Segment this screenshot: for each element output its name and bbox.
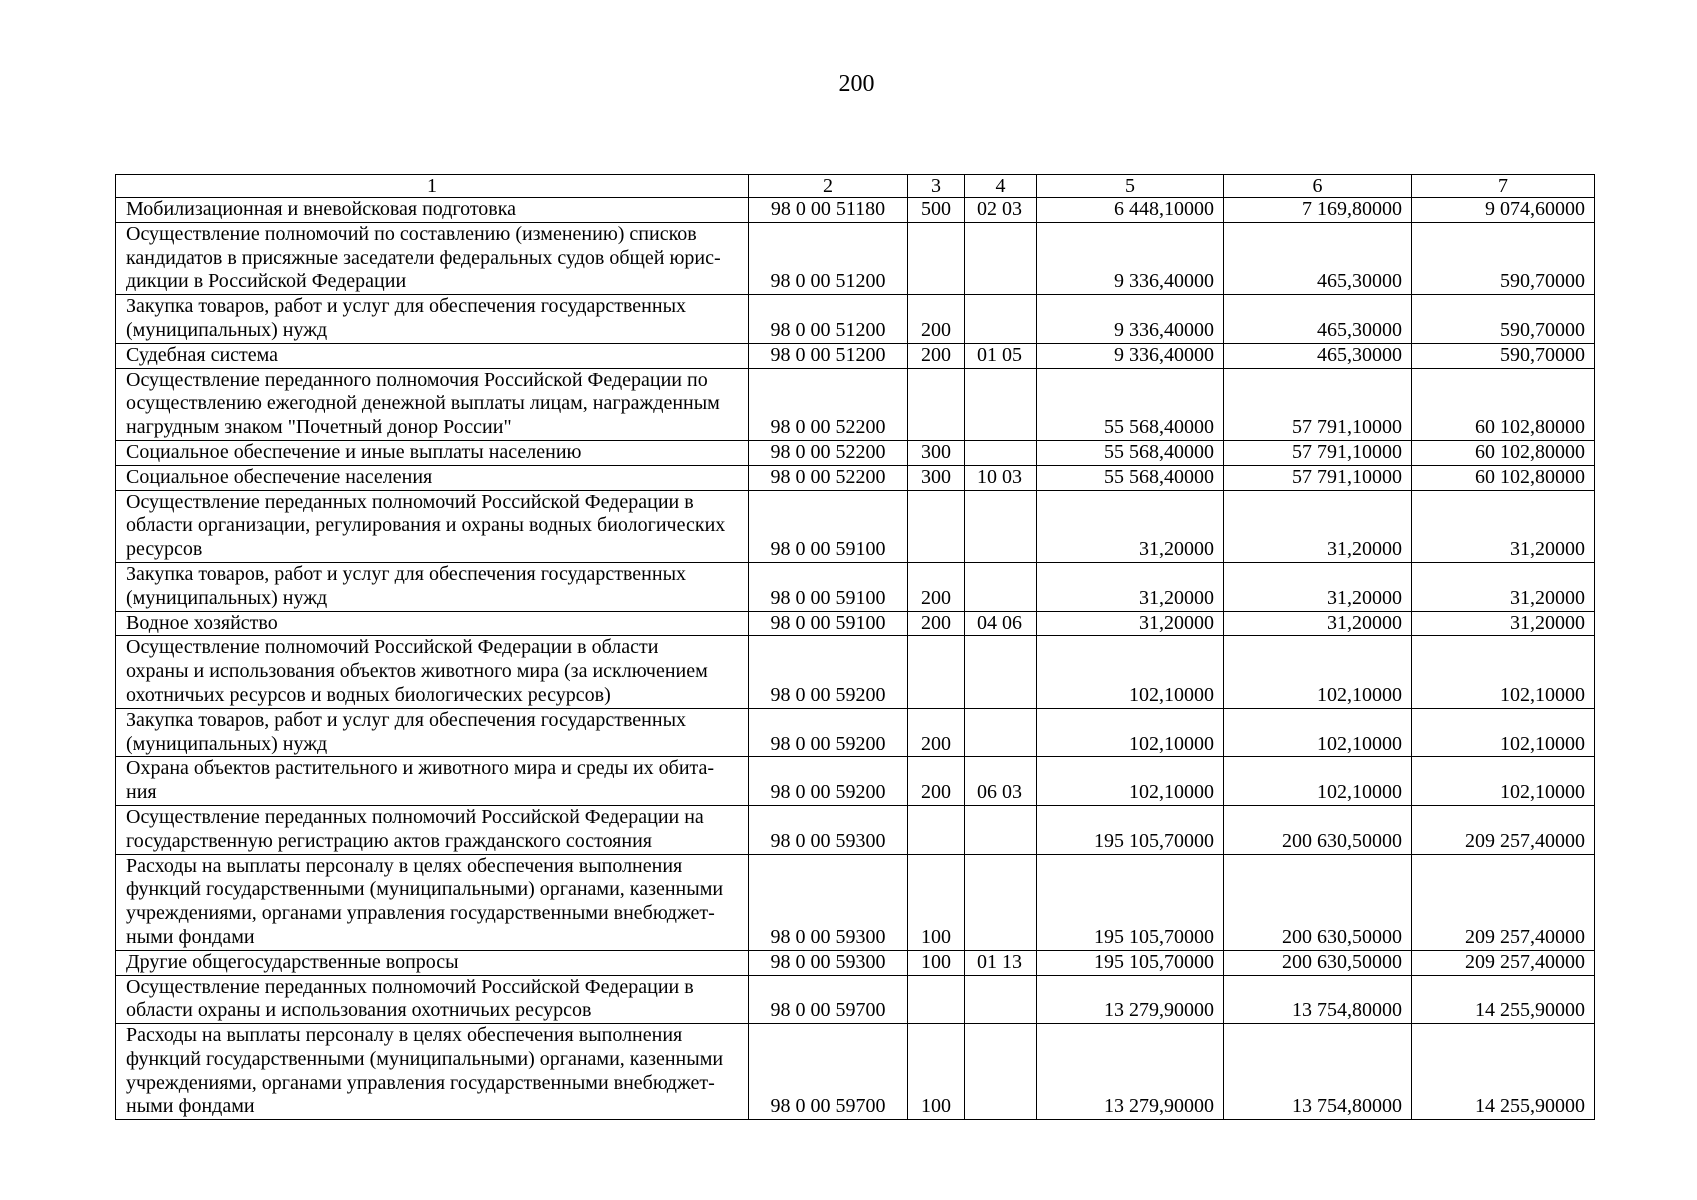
amount-col7-cell: 590,70000: [1412, 343, 1595, 368]
amount-col6-cell: 200 630,50000: [1224, 950, 1412, 975]
table-row: [116, 465, 1595, 490]
amount-col6-cell: 200 630,50000: [1224, 854, 1412, 950]
name-line: (муниципальных) нужд: [126, 732, 328, 755]
code-cell: 98 0 00 52200: [749, 465, 908, 490]
column-header-3: 3: [908, 175, 965, 198]
amount-col5-cell: 55 568,40000: [1037, 440, 1224, 465]
name-cell: [116, 562, 749, 611]
code-cell: 98 0 00 59200: [749, 636, 908, 708]
name-line: осуществлению ежегодной денежной выплаты лицам, награжденным: [126, 392, 720, 415]
amount-col6-cell: 465,30000: [1224, 343, 1412, 368]
expense-type-cell: 300: [908, 440, 965, 465]
table-row: [116, 440, 1595, 465]
amount-col5-cell: 195 105,70000: [1037, 805, 1224, 854]
table-body: [116, 175, 1595, 1120]
amount-col5-cell: 6 448,10000: [1037, 198, 1224, 223]
expense-type-cell: [908, 975, 965, 1024]
section-cell: 02 03: [965, 198, 1037, 223]
expense-type-cell: 100: [908, 1024, 965, 1120]
expense-type-cell: 500: [908, 198, 965, 223]
name-cell: [116, 343, 749, 368]
table-row: [116, 343, 1595, 368]
name-line: нагрудным знаком "Почетный донор России": [126, 416, 512, 439]
name-line: Охрана объектов растительного и животного мира и среды их обита-: [126, 757, 715, 780]
name-line: государственную регистрацию актов гражданского состояния: [126, 829, 652, 852]
name-cell: [116, 465, 749, 490]
amount-col7-cell: 60 102,80000: [1412, 440, 1595, 465]
amount-col7-cell: 14 255,90000: [1412, 1024, 1595, 1120]
code-cell: 98 0 00 59200: [749, 757, 908, 806]
code-cell: 98 0 00 52200: [749, 368, 908, 440]
name-line: Осуществление переданных полномочий Российской Федерации на: [126, 805, 704, 828]
name-line: (муниципальных) нужд: [126, 318, 328, 341]
name-cell: [116, 1024, 749, 1120]
amount-col7-cell: 60 102,80000: [1412, 368, 1595, 440]
table-row: [116, 611, 1595, 636]
table-row: [116, 1024, 1595, 1120]
code-cell: 98 0 00 51200: [749, 222, 908, 294]
table-row: [116, 295, 1595, 344]
section-cell: [965, 708, 1037, 757]
name-line: Расходы на выплаты персоналу в целях обеспечения выполнения: [126, 854, 683, 877]
amount-col7-cell: 590,70000: [1412, 295, 1595, 344]
table-row: [116, 975, 1595, 1024]
amount-col6-cell: 102,10000: [1224, 708, 1412, 757]
amount-col6-cell: 57 791,10000: [1224, 368, 1412, 440]
code-cell: 98 0 00 59100: [749, 611, 908, 636]
expense-type-cell: 200: [908, 757, 965, 806]
name-cell: [116, 440, 749, 465]
amount-col7-cell: 31,20000: [1412, 562, 1595, 611]
expense-type-cell: [908, 805, 965, 854]
header-row: [116, 175, 1595, 198]
name-line: функций государственными (муниципальными) органами, казенными: [126, 878, 724, 901]
expense-type-cell: 100: [908, 950, 965, 975]
code-cell: 98 0 00 59100: [749, 562, 908, 611]
name-cell: [116, 368, 749, 440]
name-line: Осуществление переданных полномочий Российской Федерации в: [126, 490, 694, 513]
amount-col7-cell: 209 257,40000: [1412, 854, 1595, 950]
amount-col7-cell: 590,70000: [1412, 222, 1595, 294]
name-line: Осуществление полномочий по составлению (изменению) списков: [126, 222, 697, 245]
section-cell: [965, 222, 1037, 294]
code-cell: 98 0 00 59300: [749, 950, 908, 975]
table-row: [116, 490, 1595, 562]
name-cell: [116, 805, 749, 854]
amount-col6-cell: 57 791,10000: [1224, 440, 1412, 465]
amount-col6-cell: 31,20000: [1224, 562, 1412, 611]
expense-type-cell: 200: [908, 708, 965, 757]
table-row: [116, 562, 1595, 611]
code-cell: 98 0 00 59100: [749, 490, 908, 562]
name-line: охотничьих ресурсов и водных биологических ресурсов): [126, 683, 611, 706]
table-row: [116, 708, 1595, 757]
amount-col6-cell: 465,30000: [1224, 295, 1412, 344]
code-cell: 98 0 00 59700: [749, 975, 908, 1024]
section-cell: 04 06: [965, 611, 1037, 636]
expense-type-cell: [908, 636, 965, 708]
section-cell: [965, 295, 1037, 344]
section-cell: 01 05: [965, 343, 1037, 368]
name-line: (муниципальных) нужд: [126, 586, 328, 609]
amount-col5-cell: 9 336,40000: [1037, 343, 1224, 368]
code-cell: 98 0 00 59700: [749, 1024, 908, 1120]
section-cell: [965, 854, 1037, 950]
code-cell: 98 0 00 52200: [749, 440, 908, 465]
name-line: охраны и использования объектов животного мира (за исключением: [126, 660, 708, 683]
name-line: ными фондами: [126, 1095, 255, 1118]
column-header-1: 1: [116, 175, 749, 198]
name-line: области охраны и использования охотничьих ресурсов: [126, 999, 592, 1022]
section-cell: [965, 490, 1037, 562]
name-cell: [116, 490, 749, 562]
amount-col6-cell: 102,10000: [1224, 757, 1412, 806]
amount-col7-cell: 102,10000: [1412, 636, 1595, 708]
amount-col5-cell: 31,20000: [1037, 490, 1224, 562]
code-cell: 98 0 00 59300: [749, 854, 908, 950]
amount-col6-cell: 31,20000: [1224, 611, 1412, 636]
expense-type-cell: 200: [908, 611, 965, 636]
section-cell: 10 03: [965, 465, 1037, 490]
table-row: [116, 854, 1595, 950]
table-row: [116, 368, 1595, 440]
name-line: области организации, регулирования и охраны водных биологических: [126, 514, 726, 537]
amount-col7-cell: 31,20000: [1412, 490, 1595, 562]
code-cell: 98 0 00 59300: [749, 805, 908, 854]
name-line: Социальное обеспечение и иные выплаты населению: [126, 440, 582, 463]
name-line: Закупка товаров, работ и услуг для обеспечения государственных: [126, 562, 687, 585]
amount-col7-cell: 209 257,40000: [1412, 950, 1595, 975]
expense-type-cell: [908, 222, 965, 294]
section-cell: [965, 1024, 1037, 1120]
amount-col6-cell: 13 754,80000: [1224, 1024, 1412, 1120]
name-line: Осуществление полномочий Российской Федерации в области: [126, 636, 659, 659]
name-line: учреждениями, органами управления государственными внебюджет-: [126, 902, 715, 925]
amount-col7-cell: 31,20000: [1412, 611, 1595, 636]
amount-col7-cell: 60 102,80000: [1412, 465, 1595, 490]
amount-col5-cell: 102,10000: [1037, 757, 1224, 806]
amount-col5-cell: 195 105,70000: [1037, 950, 1224, 975]
amount-col5-cell: 55 568,40000: [1037, 368, 1224, 440]
amount-col5-cell: 13 279,90000: [1037, 1024, 1224, 1120]
table-row: [116, 757, 1595, 806]
table-row: [116, 222, 1595, 294]
name-line: Закупка товаров, работ и услуг для обеспечения государственных: [126, 708, 687, 731]
amount-col7-cell: 102,10000: [1412, 708, 1595, 757]
code-cell: 98 0 00 51200: [749, 295, 908, 344]
name-cell: [116, 222, 749, 294]
table-row: [116, 198, 1595, 223]
expense-type-cell: 200: [908, 295, 965, 344]
amount-col6-cell: 13 754,80000: [1224, 975, 1412, 1024]
section-cell: 06 03: [965, 757, 1037, 806]
name-line: Другие общегосударственные вопросы: [126, 950, 459, 973]
section-cell: [965, 368, 1037, 440]
name-cell: [116, 950, 749, 975]
amount-col5-cell: 9 336,40000: [1037, 222, 1224, 294]
amount-col5-cell: 55 568,40000: [1037, 465, 1224, 490]
name-line: учреждениями, органами управления государственными внебюджет-: [126, 1071, 715, 1094]
name-line: кандидатов в присяжные заседатели федеральных судов общей юрис-: [126, 246, 721, 269]
name-line: Социальное обеспечение населения: [126, 465, 433, 488]
amount-col5-cell: 31,20000: [1037, 611, 1224, 636]
amount-col5-cell: 195 105,70000: [1037, 854, 1224, 950]
expense-type-cell: 200: [908, 343, 965, 368]
name-line: ресурсов: [126, 538, 203, 561]
table-row: [116, 950, 1595, 975]
expense-type-cell: [908, 368, 965, 440]
section-cell: [965, 636, 1037, 708]
expense-type-cell: 200: [908, 562, 965, 611]
amount-col6-cell: 7 169,80000: [1224, 198, 1412, 223]
section-cell: [965, 975, 1037, 1024]
name-line: Осуществление переданного полномочия Российской Федерации по: [126, 368, 708, 391]
code-cell: 98 0 00 59200: [749, 708, 908, 757]
amount-col5-cell: 13 279,90000: [1037, 975, 1224, 1024]
expense-type-cell: [908, 490, 965, 562]
name-line: ными фондами: [126, 925, 255, 948]
section-cell: 01 13: [965, 950, 1037, 975]
budget-table: [115, 174, 1595, 1120]
amount-col5-cell: 102,10000: [1037, 708, 1224, 757]
code-cell: 98 0 00 51200: [749, 343, 908, 368]
expense-type-cell: 100: [908, 854, 965, 950]
name-cell: [116, 636, 749, 708]
section-cell: [965, 440, 1037, 465]
page-number: 200: [838, 71, 875, 97]
amount-col5-cell: 9 336,40000: [1037, 295, 1224, 344]
expense-type-cell: 300: [908, 465, 965, 490]
name-line: функций государственными (муниципальными) органами, казенными: [126, 1047, 724, 1070]
name-line: Закупка товаров, работ и услуг для обеспечения государственных: [126, 295, 687, 318]
column-header-5: 5: [1037, 175, 1224, 198]
amount-col6-cell: 200 630,50000: [1224, 805, 1412, 854]
section-cell: [965, 562, 1037, 611]
column-header-6: 6: [1224, 175, 1412, 198]
name-line: Расходы на выплаты персоналу в целях обеспечения выполнения: [126, 1024, 683, 1047]
name-line: Осуществление переданных полномочий Российской Федерации в: [126, 975, 694, 998]
amount-col6-cell: 31,20000: [1224, 490, 1412, 562]
amount-col6-cell: 465,30000: [1224, 222, 1412, 294]
column-header-4: 4: [965, 175, 1037, 198]
amount-col5-cell: 31,20000: [1037, 562, 1224, 611]
amount-col7-cell: 102,10000: [1412, 757, 1595, 806]
name-cell: [116, 611, 749, 636]
name-line: ния: [126, 781, 157, 804]
amount-col7-cell: 9 074,60000: [1412, 198, 1595, 223]
section-cell: [965, 805, 1037, 854]
amount-col7-cell: 209 257,40000: [1412, 805, 1595, 854]
name-line: Водное хозяйство: [126, 611, 278, 634]
amount-col5-cell: 102,10000: [1037, 636, 1224, 708]
name-cell: [116, 198, 749, 223]
name-line: Судебная система: [126, 343, 279, 366]
name-cell: [116, 757, 749, 806]
amount-col6-cell: 57 791,10000: [1224, 465, 1412, 490]
name-line: Мобилизационная и вневойсковая подготовка: [126, 198, 517, 220]
column-header-7: 7: [1412, 175, 1595, 198]
code-cell: 98 0 00 51180: [749, 198, 908, 223]
name-cell: [116, 975, 749, 1024]
table-row: [116, 805, 1595, 854]
table-row: [116, 636, 1595, 708]
column-header-2: 2: [749, 175, 908, 198]
name-cell: [116, 295, 749, 344]
amount-col7-cell: 14 255,90000: [1412, 975, 1595, 1024]
name-cell: [116, 854, 749, 950]
name-line: дикции в Российской Федерации: [126, 270, 407, 293]
amount-col6-cell: 102,10000: [1224, 636, 1412, 708]
name-cell: [116, 708, 749, 757]
